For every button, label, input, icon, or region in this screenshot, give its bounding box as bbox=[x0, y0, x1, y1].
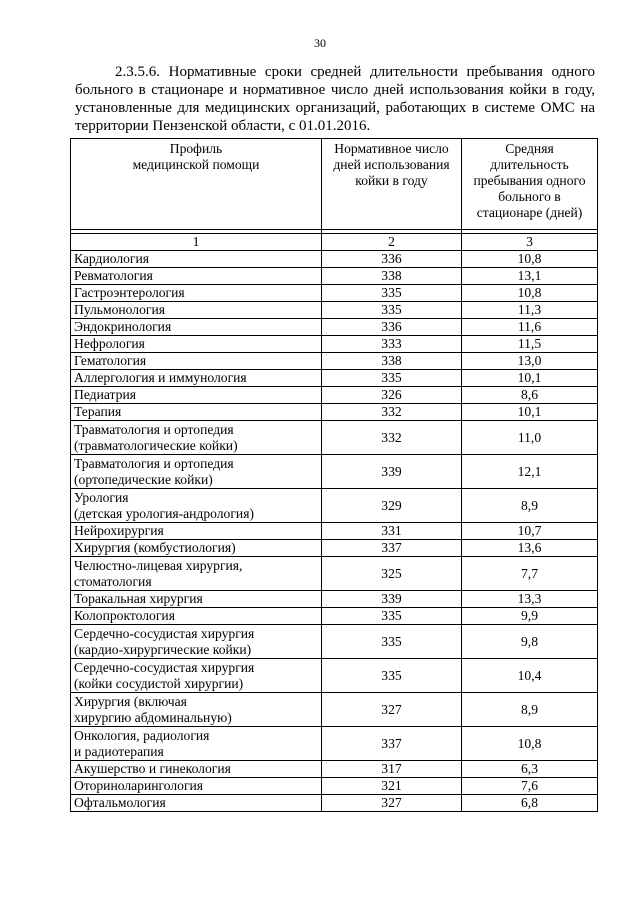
table-row bbox=[71, 387, 598, 404]
avg-duration-cell: 10,1 bbox=[462, 404, 598, 421]
table-row bbox=[71, 353, 598, 370]
profile-cell: Офтальмология bbox=[71, 795, 322, 812]
table-row bbox=[71, 693, 598, 727]
profile-cell: Нефрология bbox=[71, 336, 322, 353]
avg-duration-cell: 9,9 bbox=[462, 608, 598, 625]
avg-duration-cell: 11,3 bbox=[462, 302, 598, 319]
column-index-row bbox=[71, 234, 598, 251]
table-row bbox=[71, 795, 598, 812]
table-row bbox=[71, 761, 598, 778]
profile-cell: Пульмонология bbox=[71, 302, 322, 319]
bed-days-cell: 337 bbox=[322, 727, 462, 761]
profile-cell: Сердечно-сосудистая хирургия (кардио-хирургические койки) bbox=[71, 625, 322, 659]
table-row bbox=[71, 421, 598, 455]
profile-cell: Гастроэнтерология bbox=[71, 285, 322, 302]
table-row bbox=[71, 540, 598, 557]
table-row bbox=[71, 659, 598, 693]
norms-table bbox=[70, 138, 598, 812]
table-row bbox=[71, 302, 598, 319]
profile-cell: Онкология, радиология и радиотерапия bbox=[71, 727, 322, 761]
table-row bbox=[71, 727, 598, 761]
profile-cell: Травматология и ортопедия (ортопедические койки) bbox=[71, 455, 322, 489]
profile-cell: Травматология и ортопедия (травматологические койки) bbox=[71, 421, 322, 455]
avg-duration-cell: 13,3 bbox=[462, 591, 598, 608]
bed-days-cell: 321 bbox=[322, 778, 462, 795]
profile-cell: Оториноларингология bbox=[71, 778, 322, 795]
header-profile-label: Профиль медицинской помощи bbox=[132, 141, 260, 172]
header-avg-duration-label: Средняя длительность пребывания одного больного в стационаре (дней) bbox=[473, 141, 586, 220]
bed-days-cell: 335 bbox=[322, 608, 462, 625]
avg-duration-cell: 8,9 bbox=[462, 489, 598, 523]
table-row bbox=[71, 251, 598, 268]
avg-duration-cell: 10,8 bbox=[462, 251, 598, 268]
avg-duration-cell: 13,1 bbox=[462, 268, 598, 285]
bed-days-cell: 338 bbox=[322, 353, 462, 370]
table-row bbox=[71, 268, 598, 285]
table-row bbox=[71, 489, 598, 523]
bed-days-cell: 337 bbox=[322, 540, 462, 557]
profile-cell: Педиатрия bbox=[71, 387, 322, 404]
profile-cell: Ревматология bbox=[71, 268, 322, 285]
profile-cell: Нейрохирургия bbox=[71, 523, 322, 540]
profile-cell: Сердечно-сосудистая хирургия (койки сосудистой хирургии) bbox=[71, 659, 322, 693]
table-row bbox=[71, 319, 598, 336]
bed-days-cell: 329 bbox=[322, 489, 462, 523]
bed-days-cell: 335 bbox=[322, 370, 462, 387]
table-row bbox=[71, 523, 598, 540]
avg-duration-cell: 10,4 bbox=[462, 659, 598, 693]
profile-cell: Гематология bbox=[71, 353, 322, 370]
table-row bbox=[71, 591, 598, 608]
page-number: 30 bbox=[314, 36, 326, 50]
bed-days-cell: 326 bbox=[322, 387, 462, 404]
profile-cell: Акушерство и гинекология bbox=[71, 761, 322, 778]
section-intro-paragraph: 2.3.5.6. Нормативные сроки средней длительности пребывания одного больного в стационаре и нормативное число дней использования койки в году, установленные для медицинских организаций, работающих в системе ОМС на территории Пензенской области, с 01.01.2016. bbox=[75, 64, 595, 134]
table-row bbox=[71, 557, 598, 591]
bed-days-cell: 335 bbox=[322, 302, 462, 319]
table-row bbox=[71, 285, 598, 302]
bed-days-cell: 336 bbox=[322, 251, 462, 268]
table-row bbox=[71, 778, 598, 795]
profile-cell: Колопроктология bbox=[71, 608, 322, 625]
table-row bbox=[71, 625, 598, 659]
avg-duration-cell: 10,8 bbox=[462, 727, 598, 761]
header-profile bbox=[71, 139, 322, 230]
bed-days-cell: 317 bbox=[322, 761, 462, 778]
header-avg-duration bbox=[462, 139, 598, 230]
column-index: 1 bbox=[71, 234, 322, 251]
avg-duration-cell: 6,3 bbox=[462, 761, 598, 778]
profile-cell: Хирургия (комбустиология) bbox=[71, 540, 322, 557]
avg-duration-cell: 12,1 bbox=[462, 455, 598, 489]
avg-duration-cell: 8,6 bbox=[462, 387, 598, 404]
profile-cell: Урология (детская урология-андрология) bbox=[71, 489, 322, 523]
column-index: 3 bbox=[462, 234, 598, 251]
bed-days-cell: 335 bbox=[322, 285, 462, 302]
header-bed-days-label: Нормативное число дней использования койки в году bbox=[333, 141, 450, 188]
bed-days-cell: 332 bbox=[322, 404, 462, 421]
avg-duration-cell: 11,5 bbox=[462, 336, 598, 353]
avg-duration-cell: 6,8 bbox=[462, 795, 598, 812]
profile-cell: Торакальная хирургия bbox=[71, 591, 322, 608]
profile-cell: Терапия bbox=[71, 404, 322, 421]
avg-duration-cell: 10,7 bbox=[462, 523, 598, 540]
table-row bbox=[71, 608, 598, 625]
profile-cell: Эндокринология bbox=[71, 319, 322, 336]
avg-duration-cell: 9,8 bbox=[462, 625, 598, 659]
avg-duration-cell: 11,6 bbox=[462, 319, 598, 336]
bed-days-cell: 339 bbox=[322, 455, 462, 489]
bed-days-cell: 332 bbox=[322, 421, 462, 455]
table-row bbox=[71, 336, 598, 353]
bed-days-cell: 333 bbox=[322, 336, 462, 353]
profile-cell: Хирургия (включая хирургию абдоминальную) bbox=[71, 693, 322, 727]
avg-duration-cell: 7,6 bbox=[462, 778, 598, 795]
profile-cell: Челюстно-лицевая хирургия, стоматология bbox=[71, 557, 322, 591]
header-bed-days bbox=[322, 139, 462, 230]
bed-days-cell: 339 bbox=[322, 591, 462, 608]
column-index: 2 bbox=[322, 234, 462, 251]
profile-cell: Аллергология и иммунология bbox=[71, 370, 322, 387]
bed-days-cell: 336 bbox=[322, 319, 462, 336]
table-row bbox=[71, 455, 598, 489]
avg-duration-cell: 10,8 bbox=[462, 285, 598, 302]
avg-duration-cell: 7,7 bbox=[462, 557, 598, 591]
bed-days-cell: 327 bbox=[322, 795, 462, 812]
avg-duration-cell: 11,0 bbox=[462, 421, 598, 455]
avg-duration-cell: 13,6 bbox=[462, 540, 598, 557]
table-header-row bbox=[71, 139, 598, 230]
avg-duration-cell: 10,1 bbox=[462, 370, 598, 387]
table-row bbox=[71, 370, 598, 387]
table-row bbox=[71, 404, 598, 421]
bed-days-cell: 331 bbox=[322, 523, 462, 540]
bed-days-cell: 325 bbox=[322, 557, 462, 591]
bed-days-cell: 335 bbox=[322, 659, 462, 693]
avg-duration-cell: 13,0 bbox=[462, 353, 598, 370]
bed-days-cell: 338 bbox=[322, 268, 462, 285]
bed-days-cell: 327 bbox=[322, 693, 462, 727]
profile-cell: Кардиология bbox=[71, 251, 322, 268]
bed-days-cell: 335 bbox=[322, 625, 462, 659]
avg-duration-cell: 8,9 bbox=[462, 693, 598, 727]
